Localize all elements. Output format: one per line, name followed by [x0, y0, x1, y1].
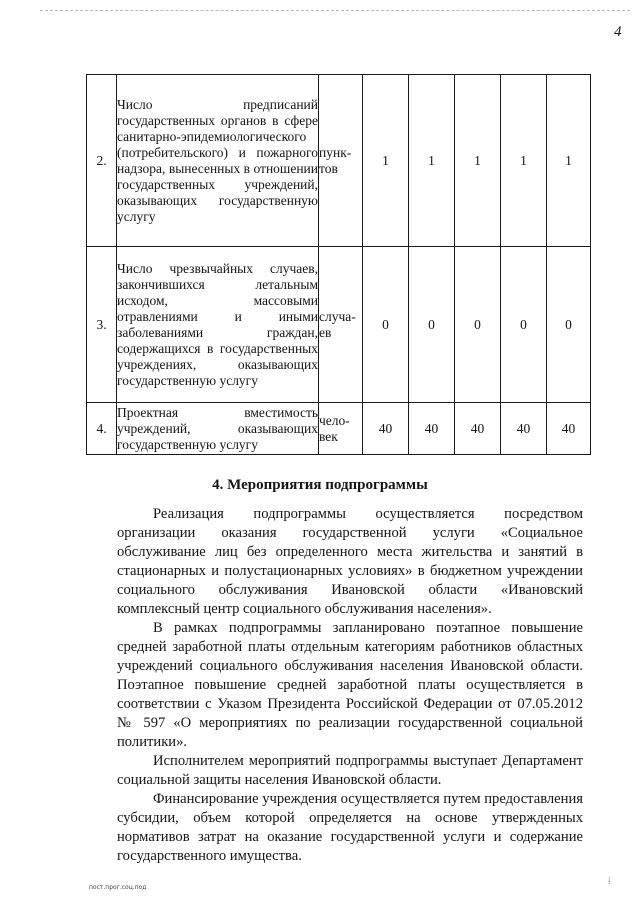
table-row: [87, 75, 591, 247]
section-body: [117, 505, 583, 866]
table-row: [87, 403, 591, 455]
paragraph: Исполнителем мероприятий подпрограммы выступает Департамент социальной защиты населения Ивановской области.: [117, 753, 583, 788]
row-number: 2.: [87, 75, 117, 247]
paragraph: Реализация подпрограммы осуществляется посредством организации оказания государственной услуги «Социальное обслуживание лиц без определенного места жительства и занятий в стационарных и полустационарных условиях» в бюджетном учреждении социального обслуживания Ивановской области «Ивановский комплексный центр социального обслуживания населения».: [117, 506, 583, 617]
row-unit: чело-век: [319, 403, 363, 455]
section-title: 4. Мероприятия подпрограммы: [212, 477, 428, 493]
row-value: 1: [501, 75, 547, 247]
row-value: 0: [363, 247, 409, 403]
row-value: 0: [409, 247, 455, 403]
page-number: 4: [614, 24, 622, 40]
row-unit: случа-ев: [319, 247, 363, 403]
paragraph: В рамках подпрограммы запланировано поэтапное повышение средней заработной платы отдельным категориям работников областных учреждений социального обслуживания населения Ивановской области. Поэтапное повышение средней заработной платы осуществляется в соответствии с Указом Президента Российской Федерации от 07.05.2012 № 597 «О мероприятиях по реализации государственной социальной политики».: [117, 620, 583, 750]
paragraph: Финансирование учреждения осуществляется путем предоставления субсидии, объем которой определяется на основе утвержденных нормативов затрат на оказание государственной услуги и содержание государственного имущества.: [117, 791, 583, 864]
row-value: 0: [501, 247, 547, 403]
scan-artifact-line: [40, 10, 630, 11]
row-number: 4.: [87, 403, 117, 455]
row-value: 40: [363, 403, 409, 455]
row-number: 3.: [87, 247, 117, 403]
row-value: 40: [501, 403, 547, 455]
indicators-table: [86, 74, 591, 455]
row-description: Число чрезвычайных случаев, закончившихся летальным исходом, массовыми отравлениями и иными заболеваниями граждан, содержащихся в государственных учреждениях, оказывающих государственную услугу: [117, 247, 319, 403]
row-value: 40: [547, 403, 591, 455]
row-value: 0: [455, 247, 501, 403]
table-row: [87, 247, 591, 403]
row-value: 0: [547, 247, 591, 403]
row-value: 1: [455, 75, 501, 247]
row-description: Число предписаний государственных органов в сфере санитарно-эпидемиологического (потребительского) и пожарного надзора, вынесенных в отношении государственных учреждений, оказывающих государственную услугу: [117, 75, 319, 247]
row-value: 40: [455, 403, 501, 455]
row-value: 1: [363, 75, 409, 247]
row-value: 1: [409, 75, 455, 247]
row-value: 1: [547, 75, 591, 247]
row-unit: пунк-тов: [319, 75, 363, 247]
footer-note: пост.прог.соц.под: [89, 884, 147, 891]
row-value: 40: [409, 403, 455, 455]
scan-mark: ⁞: [608, 876, 611, 886]
row-description: Проектная вместимость учреждений, оказывающих государственную услугу: [117, 403, 319, 455]
